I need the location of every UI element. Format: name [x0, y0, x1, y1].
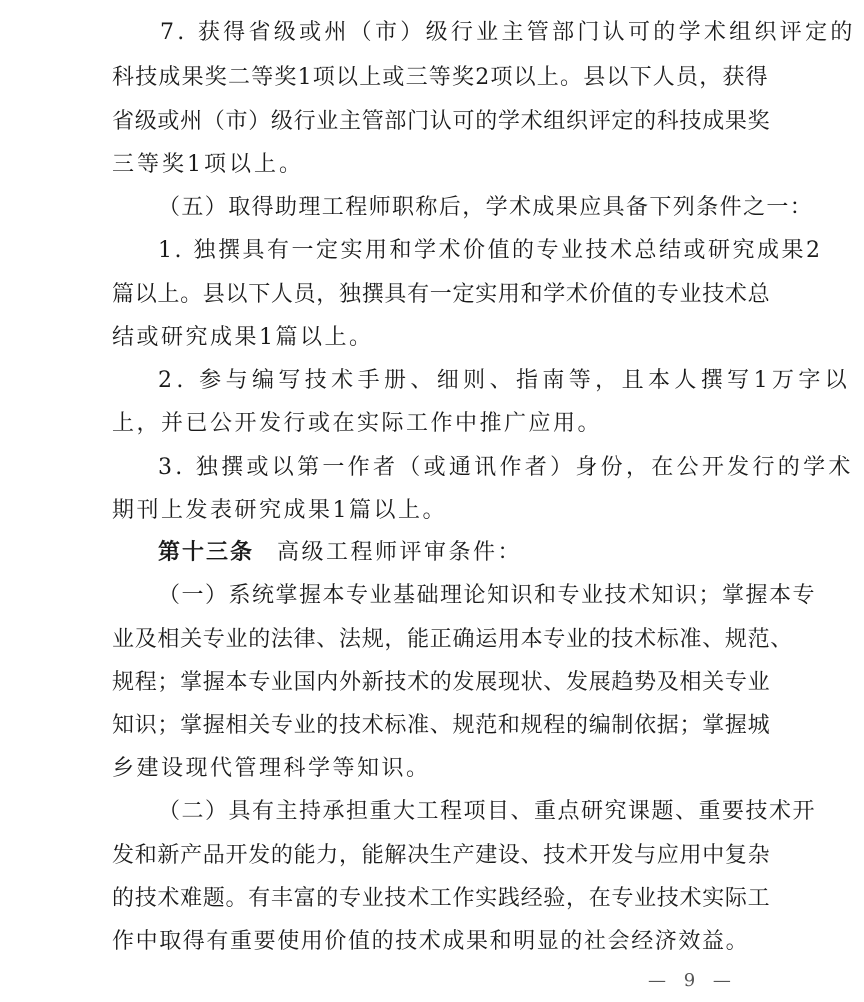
line-text: 的技术难题。有丰富的专业技术工作实践经验，在专业技术实际工 [112, 886, 771, 911]
line-text: 发和新产品开发的能力，能解决生产建设、技术开发与应用中复杂 [112, 843, 771, 868]
text-line [0, 797, 864, 827]
text-line [0, 193, 864, 223]
article-number: 第十三条 [158, 540, 255, 565]
text-line [0, 280, 864, 310]
text-line [0, 625, 864, 655]
line-text: 3. 独撰或以第一作者（或通讯作者）身份，在公开发行的学术 [158, 455, 854, 480]
article-heading-line [0, 538, 864, 568]
line-text: 作中取得有重要使用价值的技术成果和明显的社会经济效益。 [112, 929, 750, 954]
line-text: 知识；掌握相关专业的技术标准、规范和规程的编制依据；掌握城 [112, 713, 771, 738]
text-line [0, 63, 864, 93]
text-line [0, 236, 864, 266]
line-text: 2. 参与编写技术手册、细则、指南等，且本人撰写1万字以 [158, 368, 852, 393]
line-text: 7. 获得省级或州（市）级行业主管部门认可的学术组织评定的 [160, 20, 856, 45]
line-text: 三等奖1项以上。 [112, 152, 304, 177]
text-line [0, 927, 864, 957]
line-text: （二）具有主持承担重大工程项目、重点研究课题、重要技术开 [158, 799, 817, 824]
page-number: — 9 — [648, 970, 737, 991]
text-line [0, 581, 864, 611]
line-text: 省级或州（市）级行业主管部门认可的学术组织评定的科技成果奖 [112, 109, 771, 134]
text-line [0, 18, 864, 48]
text-line [0, 453, 864, 483]
text-line [0, 841, 864, 871]
text-line [0, 323, 864, 353]
line-text: 业及相关专业的法律、法规，能正确运用本专业的技术标准、规范、 [112, 627, 794, 652]
text-line [0, 668, 864, 698]
article-title: 高级工程师评审条件： [277, 540, 523, 565]
text-line [0, 107, 864, 137]
text-line [0, 884, 864, 914]
text-line [0, 711, 864, 741]
line-text: （五）取得助理工程师职称后，学术成果应具备下列条件之一： [158, 195, 814, 220]
line-text: 1. 独撰具有一定实用和学术价值的专业技术总结或研究成果2 [158, 238, 823, 263]
line-text: 上，并已公开发行或在实际工作中推广应用。 [112, 411, 603, 436]
line-text: 期刊上发表研究成果1篇以上。 [112, 498, 447, 523]
text-line [0, 366, 864, 396]
line-text: 科技成果奖二等奖1项以上或三等奖2项以上。县以下人员，获得 [112, 65, 769, 90]
line-text: 结或研究成果1篇以上。 [112, 325, 374, 350]
text-line [0, 496, 864, 526]
line-text: 规程；掌握本专业国内外新技术的发展现状、发展趋势及相关专业 [112, 670, 771, 695]
text-line [0, 409, 864, 439]
line-text: 篇以上。县以下人员，独撰具有一定实用和学术价值的专业技术总 [112, 282, 771, 307]
text-line [0, 150, 864, 180]
text-line [0, 754, 864, 784]
line-text: 乡建设现代管理科学等知识。 [112, 756, 431, 781]
line-text: （一）系统掌握本专业基础理论知识和专业技术知识；掌握本专 [158, 583, 817, 608]
